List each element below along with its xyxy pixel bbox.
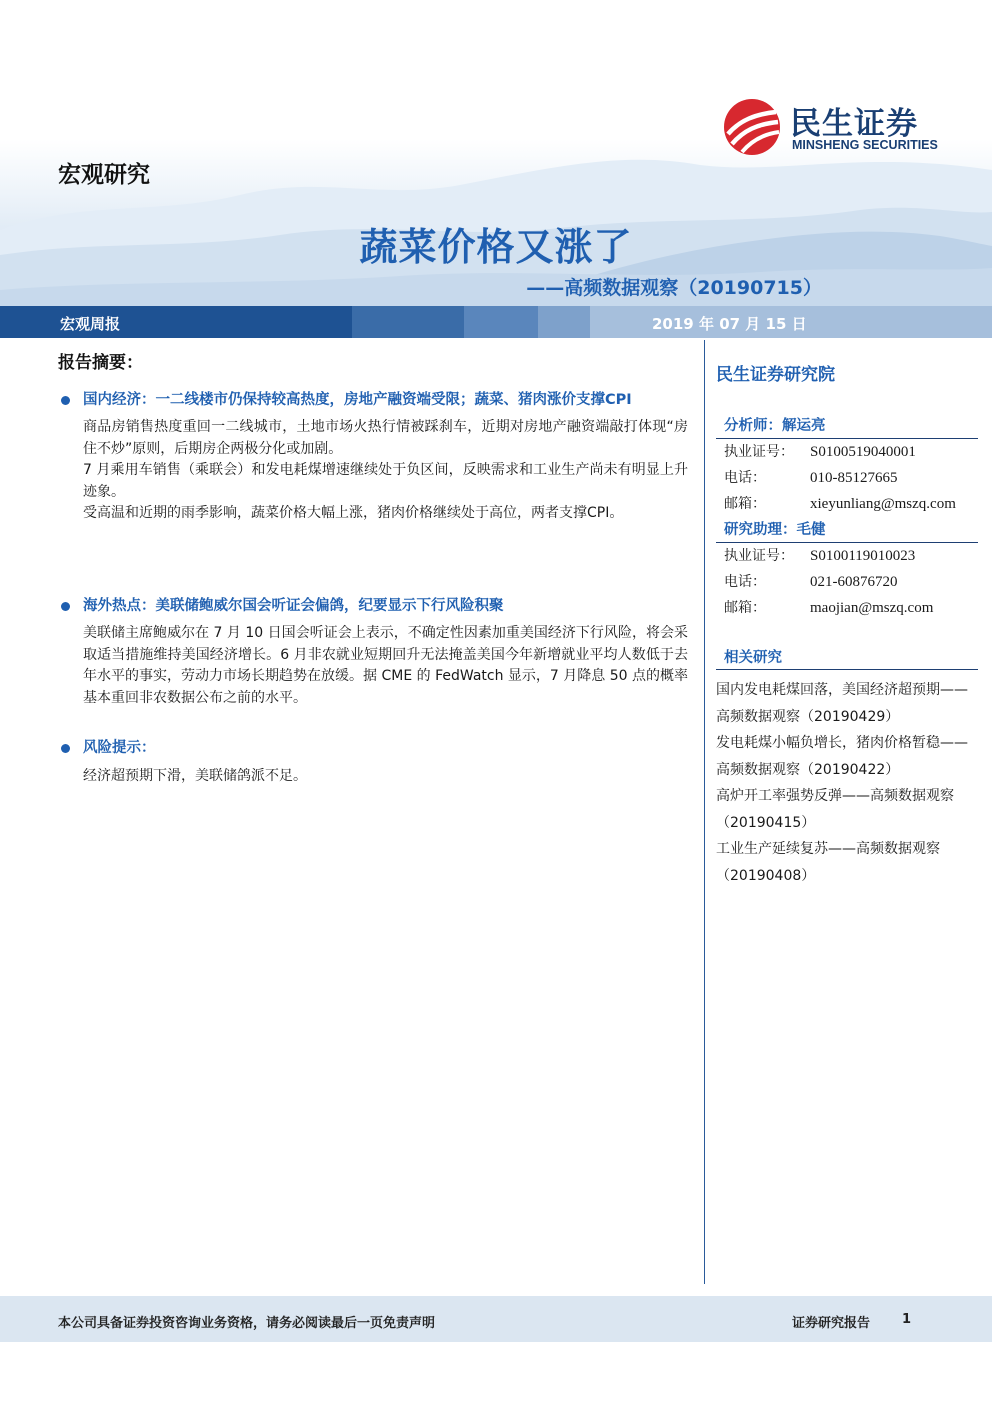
analyst-heading: 分析师：解运亮 bbox=[716, 414, 978, 439]
assistant-heading: 研究助理：毛健 bbox=[716, 518, 978, 543]
analyst-email-link[interactable]: xieyunliang@mszq.com bbox=[810, 496, 956, 512]
assistant-license-row: 执业证号： S0100119010023 bbox=[724, 548, 916, 564]
abstract-section-risk bbox=[58, 738, 688, 788]
assistant-email-link[interactable]: maojian@mszq.com bbox=[810, 600, 934, 616]
bullet-icon bbox=[61, 744, 70, 753]
logo-chinese-name: 民生证券 bbox=[790, 106, 918, 142]
report-subtitle: ——高频数据观察（20190715） bbox=[526, 277, 822, 299]
related-research-item[interactable]: 工业生产延续复苏——高频数据观察（20190408） bbox=[716, 841, 940, 884]
related-research-item[interactable]: 发电耗煤小幅负增长，猪肉价格暂稳——高频数据观察（20190422） bbox=[716, 735, 968, 778]
bullet-icon bbox=[61, 602, 70, 611]
abstract-section-overseas bbox=[58, 596, 688, 709]
report-type-label: 宏观周报 bbox=[60, 315, 121, 333]
section-paragraph: 受高温和近期的雨季影响，蔬菜价格大幅上涨，猪肉价格继续处于高位，两者支撑CPI。 bbox=[83, 505, 624, 521]
assistant-phone-row: 电话： 021-60876720 bbox=[724, 574, 898, 590]
analyst-phone-row: 电话： 010-85127665 bbox=[724, 470, 898, 486]
related-research-list bbox=[716, 677, 978, 889]
footer-disclaimer: 本公司具备证券投资咨询业务资格，请务必阅读最后一页免责声明 bbox=[58, 1316, 436, 1331]
logo-english-name: MINSHENG SECURITIES bbox=[792, 138, 938, 152]
analyst-email-row: 邮箱： xieyunliang@mszq.com bbox=[716, 491, 978, 517]
column-divider bbox=[704, 340, 705, 1284]
analyst-block bbox=[716, 414, 978, 517]
institute-name: 民生证券研究院 bbox=[716, 365, 835, 385]
title-band bbox=[0, 306, 992, 338]
section-heading: 国内经济：一二线楼市仍保持较高热度，房地产融资端受限；蔬菜、猪肉涨价支撑CPI bbox=[58, 390, 688, 411]
section-paragraph: 7 月乘用车销售（乘联会）和发电耗煤增速继续处于负区间，反映需求和工业生产尚未有明显上升迹象。 bbox=[83, 462, 688, 500]
section-heading: 海外热点：美联储鲍威尔国会听证会偏鸽，纪要显示下行风险积聚 bbox=[58, 596, 688, 617]
page-number: 1 bbox=[902, 1312, 912, 1327]
section-paragraph: 美联储主席鲍威尔在 7 月 10 日国会听证会上表示，不确定性因素加重美国经济下行风险，将会采取适当措施维持美国经济增长。6 月非农就业短期回升无法掩盖美国今年新增就业平均人数低于去年水平的事实，劳动力市场长期趋势在放缓。据 CME 的 FedWatch 显示，7 月降息 50 点的概率基本重回非农数据公布之前的水平。 bbox=[83, 625, 688, 706]
bullet-icon bbox=[61, 396, 70, 405]
minsheng-logo-icon bbox=[722, 98, 782, 156]
assistant-block bbox=[716, 518, 978, 621]
report-date: 2019 年 07 月 15 日 bbox=[652, 315, 807, 333]
section-paragraph: 商品房销售热度重回一二线城市，土地市场火热行情被踩刹车，近期对房地产融资端敲打体现“房住不炒”原则，后期房企两极分化或加剧。 bbox=[83, 419, 688, 457]
section-heading: 风险提示： bbox=[58, 738, 688, 759]
related-research-item[interactable]: 高炉开工率强势反弹——高频数据观察（20190415） bbox=[716, 788, 954, 831]
report-category: 宏观研究 bbox=[58, 162, 150, 188]
abstract-section-domestic bbox=[58, 390, 688, 525]
analyst-license-row: 执业证号： S0100519040001 bbox=[724, 444, 916, 460]
brand-logo bbox=[722, 98, 952, 156]
related-research-item[interactable]: 国内发电耗煤回落，美国经济超预期——高频数据观察（20190429） bbox=[716, 682, 968, 725]
related-research-heading: 相关研究 bbox=[716, 646, 978, 670]
report-title: 蔬菜价格又涨了 bbox=[359, 225, 633, 269]
abstract-heading: 报告摘要： bbox=[58, 353, 143, 373]
assistant-email-row: 邮箱： maojian@mszq.com bbox=[716, 595, 978, 621]
footer-doc-type: 证券研究报告 bbox=[792, 1316, 871, 1331]
section-paragraph: 经济超预期下滑，美联储鸽派不足。 bbox=[83, 768, 307, 784]
